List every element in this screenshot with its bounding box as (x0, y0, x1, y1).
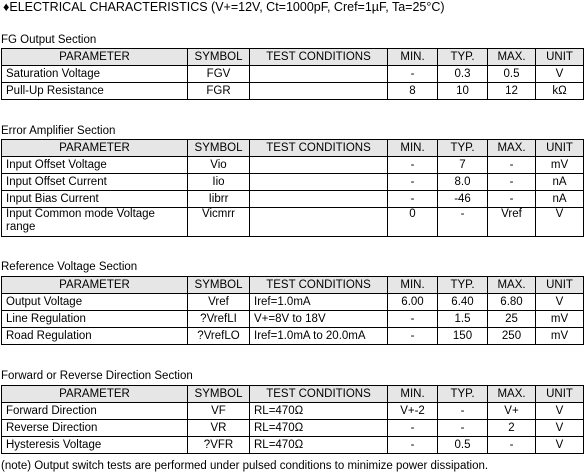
header-typ: TYP. (438, 277, 488, 294)
reference-voltage-table (1, 276, 584, 345)
cell-test-conditions: RL=470Ω (250, 420, 388, 437)
cell-symbol: Vicmrr (188, 208, 250, 237)
cell-typ: 6.40 (438, 294, 488, 311)
table-row (2, 420, 584, 437)
cell-test-conditions: RL=470Ω (250, 437, 388, 454)
cell-typ: - (438, 403, 488, 420)
cell-parameter: Input Common mode Voltage range (2, 208, 188, 237)
cell-parameter: Pull-Up Resistance (2, 83, 188, 100)
cell-parameter: Input Offset Current (2, 174, 188, 191)
cell-symbol: VR (188, 420, 250, 437)
cell-max: 2 (488, 420, 536, 437)
header-symbol: SYMBOL (188, 140, 250, 157)
cell-max: 25 (488, 311, 536, 328)
table-row (2, 311, 584, 328)
table-row (2, 294, 584, 311)
cell-symbol: FGV (188, 66, 250, 83)
cell-min: - (388, 420, 438, 437)
cell-typ: 8.0 (438, 174, 488, 191)
header-parameter: PARAMETER (2, 140, 188, 157)
section-title-error-amplifier: Error Amplifier Section (1, 125, 116, 137)
header-test-conditions: TEST CONDITIONS (250, 49, 388, 66)
cell-unit: V (536, 294, 584, 311)
cell-min: 6.00 (388, 294, 438, 311)
cell-parameter: Hysteresis Voltage (2, 437, 188, 454)
cell-test-conditions (250, 66, 388, 83)
cell-symbol: VF (188, 403, 250, 420)
cell-min: - (388, 66, 438, 83)
table-row (2, 208, 584, 237)
header-typ: TYP. (438, 386, 488, 403)
header-unit: UNIT (536, 49, 584, 66)
cell-test-conditions: RL=470Ω (250, 403, 388, 420)
cell-test-conditions: V+=8V to 18V (250, 311, 388, 328)
header-min: MIN. (388, 49, 438, 66)
cell-typ: - (438, 420, 488, 437)
cell-unit: kΩ (536, 83, 584, 100)
cell-unit: V (536, 66, 584, 83)
cell-unit: V (536, 208, 584, 237)
header-min: MIN. (388, 386, 438, 403)
cell-symbol: Iio (188, 174, 250, 191)
cell-parameter: Line Regulation (2, 311, 188, 328)
cell-symbol: Vio (188, 157, 250, 174)
header-test-conditions: TEST CONDITIONS (250, 277, 388, 294)
cell-min: 8 (388, 83, 438, 100)
header-typ: TYP. (438, 49, 488, 66)
cell-symbol: Iibrr (188, 191, 250, 208)
cell-test-conditions: Iref=1.0mA (250, 294, 388, 311)
cell-typ: 1.5 (438, 311, 488, 328)
cell-test-conditions (250, 208, 388, 237)
forward-reverse-table (1, 385, 584, 454)
cell-parameter: Output Voltage (2, 294, 188, 311)
cell-max: Vref (488, 208, 536, 237)
cell-test-conditions (250, 191, 388, 208)
cell-typ: 7 (438, 157, 488, 174)
cell-unit: mV (536, 328, 584, 345)
cell-test-conditions (250, 83, 388, 100)
section-title-reference-voltage: Reference Voltage Section (1, 261, 138, 273)
cell-typ: -46 (438, 191, 488, 208)
cell-parameter: Input Bias Current (2, 191, 188, 208)
cell-min: 0 (388, 208, 438, 237)
header-test-conditions: TEST CONDITIONS (250, 140, 388, 157)
section-title-fg-output: FG Output Section (1, 34, 97, 46)
header-unit: UNIT (536, 140, 584, 157)
cell-typ: 150 (438, 328, 488, 345)
header-min: MIN. (388, 140, 438, 157)
cell-min: - (388, 311, 438, 328)
header-symbol: SYMBOL (188, 49, 250, 66)
cell-unit: nA (536, 191, 584, 208)
table-row (2, 174, 584, 191)
cell-test-conditions (250, 174, 388, 191)
header-parameter: PARAMETER (2, 49, 188, 66)
cell-unit: V (536, 420, 584, 437)
cell-test-conditions: Iref=1.0mA to 20.0mA (250, 328, 388, 345)
header-symbol: SYMBOL (188, 386, 250, 403)
cell-parameter: Saturation Voltage (2, 66, 188, 83)
table-row (2, 83, 584, 100)
cell-typ: 10 (438, 83, 488, 100)
table-row (2, 66, 584, 83)
cell-max: 6.80 (488, 294, 536, 311)
header-max: MAX. (488, 277, 536, 294)
table-row (2, 403, 584, 420)
footnote: (note) Output switch tests are performed under pulsed conditions to minimize power dissipation. (1, 460, 489, 472)
cell-parameter: Input Offset Voltage (2, 157, 188, 174)
cell-min: - (388, 174, 438, 191)
cell-max: - (488, 437, 536, 454)
cell-min: V+-2 (388, 403, 438, 420)
cell-parameter: Reverse Direction (2, 420, 188, 437)
cell-typ: - (438, 208, 488, 237)
header-max: MAX. (488, 140, 536, 157)
header-symbol: SYMBOL (188, 277, 250, 294)
cell-symbol: ?VrefLI (188, 311, 250, 328)
cell-test-conditions (250, 157, 388, 174)
cell-unit: mV (536, 157, 584, 174)
cell-symbol: FGR (188, 83, 250, 100)
cell-unit: mV (536, 311, 584, 328)
cell-unit: nA (536, 174, 584, 191)
cell-parameter: Forward Direction (2, 403, 188, 420)
table-header-row (2, 386, 584, 403)
cell-min: - (388, 191, 438, 208)
cell-symbol: Vref (188, 294, 250, 311)
header-max: MAX. (488, 386, 536, 403)
header-unit: UNIT (536, 386, 584, 403)
table-row (2, 157, 584, 174)
header-max: MAX. (488, 49, 536, 66)
cell-parameter: Road Regulation (2, 328, 188, 345)
cell-max: - (488, 191, 536, 208)
page-title: ♦ELECTRICAL CHARACTERISTICS (V+=12V, Ct=1000pF, Cref=1µF, Ta=25°C) (3, 0, 445, 14)
header-typ: TYP. (438, 140, 488, 157)
cell-max: 12 (488, 83, 536, 100)
cell-min: - (388, 157, 438, 174)
cell-max: - (488, 174, 536, 191)
cell-max: - (488, 157, 536, 174)
cell-max: 0.5 (488, 66, 536, 83)
fg-output-table (1, 48, 584, 100)
cell-symbol: ?VFR (188, 437, 250, 454)
table-header-row (2, 140, 584, 157)
table-header-row (2, 49, 584, 66)
cell-max: V+ (488, 403, 536, 420)
header-min: MIN. (388, 277, 438, 294)
cell-unit: V (536, 403, 584, 420)
header-parameter: PARAMETER (2, 277, 188, 294)
cell-min: - (388, 437, 438, 454)
cell-min: - (388, 328, 438, 345)
cell-typ: 0.3 (438, 66, 488, 83)
cell-symbol: ?VrefLO (188, 328, 250, 345)
cell-unit: V (536, 437, 584, 454)
table-header-row (2, 277, 584, 294)
cell-max: 250 (488, 328, 536, 345)
table-row (2, 437, 584, 454)
error-amplifier-table (1, 139, 584, 237)
header-parameter: PARAMETER (2, 386, 188, 403)
table-row (2, 191, 584, 208)
cell-typ: 0.5 (438, 437, 488, 454)
section-title-forward-reverse: Forward or Reverse Direction Section (1, 370, 193, 382)
header-unit: UNIT (536, 277, 584, 294)
table-row (2, 328, 584, 345)
header-test-conditions: TEST CONDITIONS (250, 386, 388, 403)
